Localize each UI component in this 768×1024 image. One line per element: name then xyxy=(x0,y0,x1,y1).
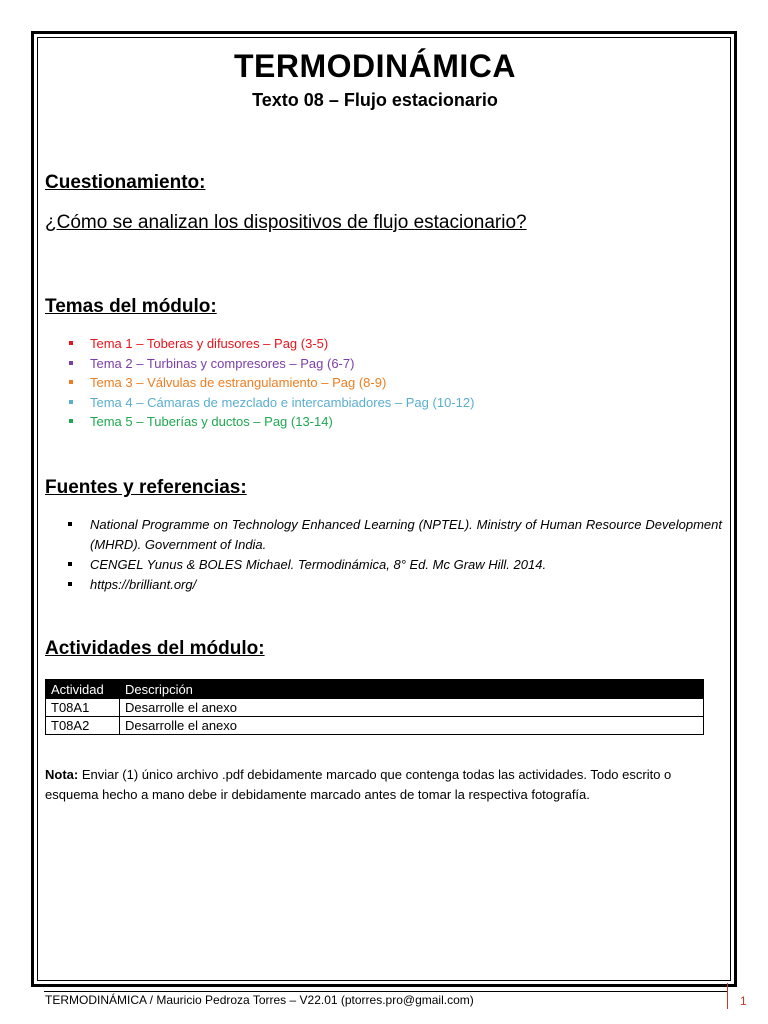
activity-code: T08A1 xyxy=(46,699,120,717)
tema-item: Tema 1 – Toberas y difusores – Pag (3-5) xyxy=(90,334,474,354)
actividades-table xyxy=(45,679,704,735)
fuentes-heading: Fuentes y referencias: xyxy=(45,477,247,498)
nota-label: Nota: xyxy=(45,767,79,782)
activity-description: Desarrolle el anexo xyxy=(120,717,704,735)
document-subtitle: Texto 08 – Flujo estacionario xyxy=(252,90,498,110)
reference-item: CENGEL Yunus & BOLES Michael. Termodinámica, 8° Ed. Mc Graw Hill. 2014. xyxy=(90,555,722,575)
tema-item: Tema 2 – Turbinas y compresores – Pag (6-7) xyxy=(90,354,474,374)
table-header-row xyxy=(46,680,704,699)
tema-item: Tema 5 – Tuberías y ductos – Pag (13-14) xyxy=(90,412,474,432)
tema-item: Tema 4 – Cámaras de mezclado e intercambiadores – Pag (10-12) xyxy=(90,393,474,413)
temas-list xyxy=(45,334,474,432)
table-row xyxy=(46,699,704,717)
reference-item: https://brilliant.org/ xyxy=(90,575,722,595)
activity-description: Desarrolle el anexo xyxy=(120,699,704,717)
document-body xyxy=(45,44,722,802)
tema-item: Tema 3 – Válvulas de estrangulamiento – Pag (8-9) xyxy=(90,373,474,393)
nota-paragraph xyxy=(45,765,725,805)
column-header-actividad: Actividad xyxy=(46,680,120,699)
page-number: 1 xyxy=(740,994,747,1008)
table-row xyxy=(46,717,704,735)
cuestionamiento-heading: Cuestionamiento: xyxy=(45,172,206,193)
footer-divider xyxy=(44,991,727,992)
actividades-heading: Actividades del módulo: xyxy=(45,638,265,659)
activity-code: T08A2 xyxy=(46,717,120,735)
footer-text: TERMODINÁMICA / Mauricio Pedroza Torres – V22.01 (ptorres.pro@gmail.com) xyxy=(45,993,474,1007)
column-header-descripcion: Descripción xyxy=(120,680,704,699)
fuentes-list xyxy=(45,515,722,595)
footer-page-separator xyxy=(727,983,728,1009)
cuestionamiento-question: ¿Cómo se analizan los dispositivos de flujo estacionario? xyxy=(45,212,527,233)
reference-item: National Programme on Technology Enhanced Learning (NPTEL). Ministry of Human Resource Development (MHRD). Government of India. xyxy=(90,515,722,555)
nota-text: Enviar (1) único archivo .pdf debidamente marcado que contenga todas las actividades. Todo escrito o esquema hecho a mano debe ir debidamente marcado antes de tomar la respectiva fotografía. xyxy=(45,767,672,802)
temas-heading: Temas del módulo: xyxy=(45,296,217,317)
document-title: TERMODINÁMICA xyxy=(233,48,517,84)
